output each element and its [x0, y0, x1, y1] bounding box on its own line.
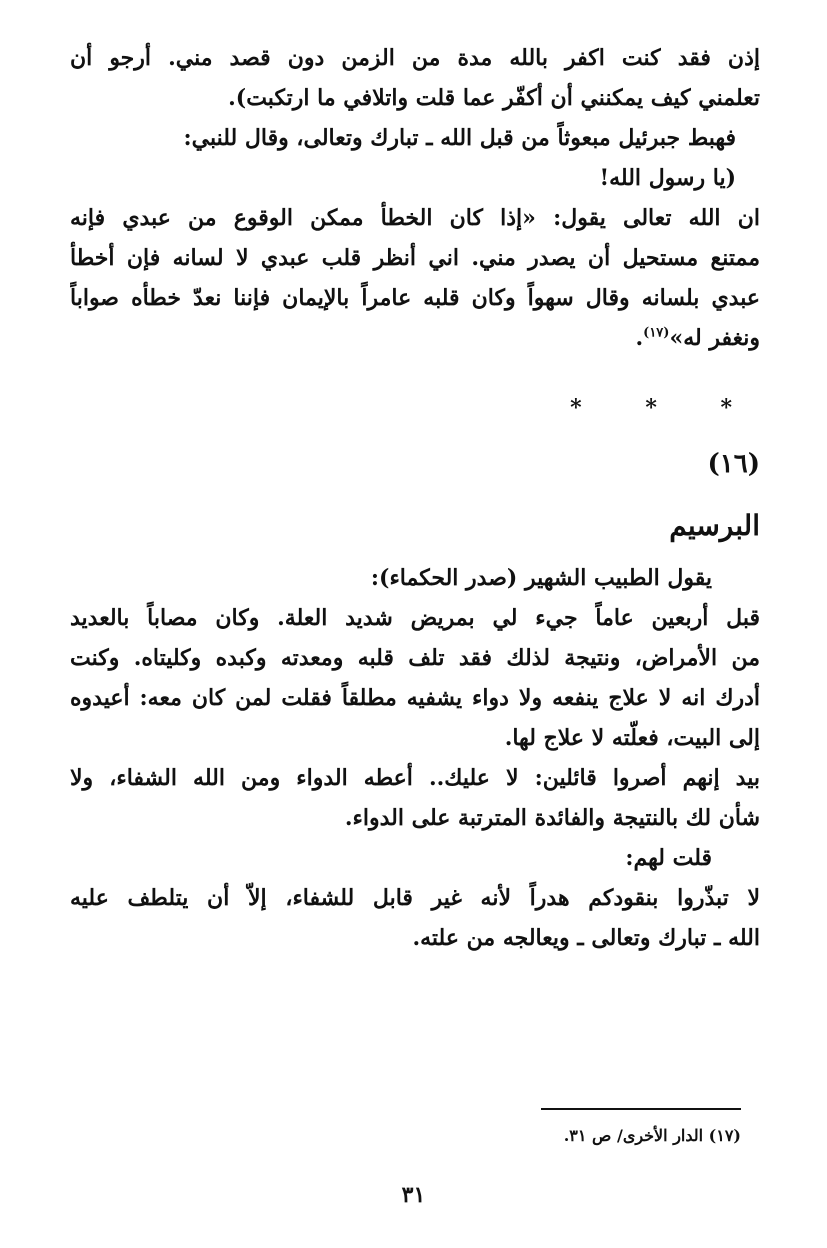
page-number: ٣١ [401, 1182, 426, 1208]
text-line: شأن لك بالنتيجة والفائدة المترتبة على الدواء. [344, 805, 760, 831]
text-line: (يا رسول الله! [599, 165, 736, 191]
text-fragment: ونغفر له» [669, 325, 760, 351]
section-separator: * * * [570, 395, 760, 421]
text-line: أدرك انه لا علاج ينفعه ولا دواء يشفيه مطلقاً فقلت لمن كان معه: أعيدوه [70, 685, 760, 711]
text-line: عبدي بلسانه وقال سهواً وكان قلبه عامراً بالإيمان فإننا نعدّ خطأه صواباً [70, 285, 760, 311]
footnote: (١٧) الدار الأخرى/ ص ٣١. [563, 1126, 741, 1145]
text-line: فهبط جبرئيل مبعوثاً من قبل الله ـ تبارك وتعالى، وقال للنبي: [183, 125, 736, 151]
text-line: من الأمراض، ونتيجة لذلك فقد تلف قلبه ومعدته وكبده وكليتاه. وكنت [70, 645, 760, 671]
text-line: الله ـ تبارك وتعالى ـ ويعالجه من علته. [412, 925, 760, 951]
text-line: تعلمني كيف يمكنني أن أكفّر عما قلت واتلافي ما ارتكبت). [228, 85, 760, 111]
footnote-reference: (١٧) [643, 325, 670, 341]
text-line: يقول الطبيب الشهير (صدر الحكماء): [370, 565, 712, 591]
text-line: قلت لهم: [625, 845, 712, 871]
text-line: بيد إنهم أصروا قائلين: لا عليك.. أعطه الدواء ومن الله الشفاء، ولا [70, 765, 760, 791]
chapter-number: (١٦) [707, 449, 760, 479]
text-line: قبل أربعين عاماً جيء لي بمريض شديد العلة. وكان مصاباً بالعديد [70, 605, 760, 631]
text-line-with-footnote [70, 318, 760, 358]
footnote-divider [541, 1108, 741, 1110]
sentence-end: . [635, 325, 644, 351]
text-line: ان الله تعالى يقول: «إذا كان الخطأ ممكن الوقوع من عبدي فإنه [70, 205, 760, 231]
text-line: إذن فقد كنت اكفر بالله مدة من الزمن دون قصد مني. أرجو أن [70, 45, 760, 71]
text-line: إلى البيت، فعلّته لا علاج لها. [504, 725, 760, 751]
chapter-title: البرسيم [669, 509, 760, 542]
text-line: لا تبذّروا بنقودكم هدراً لأنه غير قابل للشفاء، إلاّ أن يتلطف عليه [70, 885, 760, 911]
text-line: ممتنع مستحيل أن يصدر مني. اني أنظر قلب عبدي لا لسانه فإن أخطأ [70, 245, 760, 271]
page-body [70, 38, 760, 958]
